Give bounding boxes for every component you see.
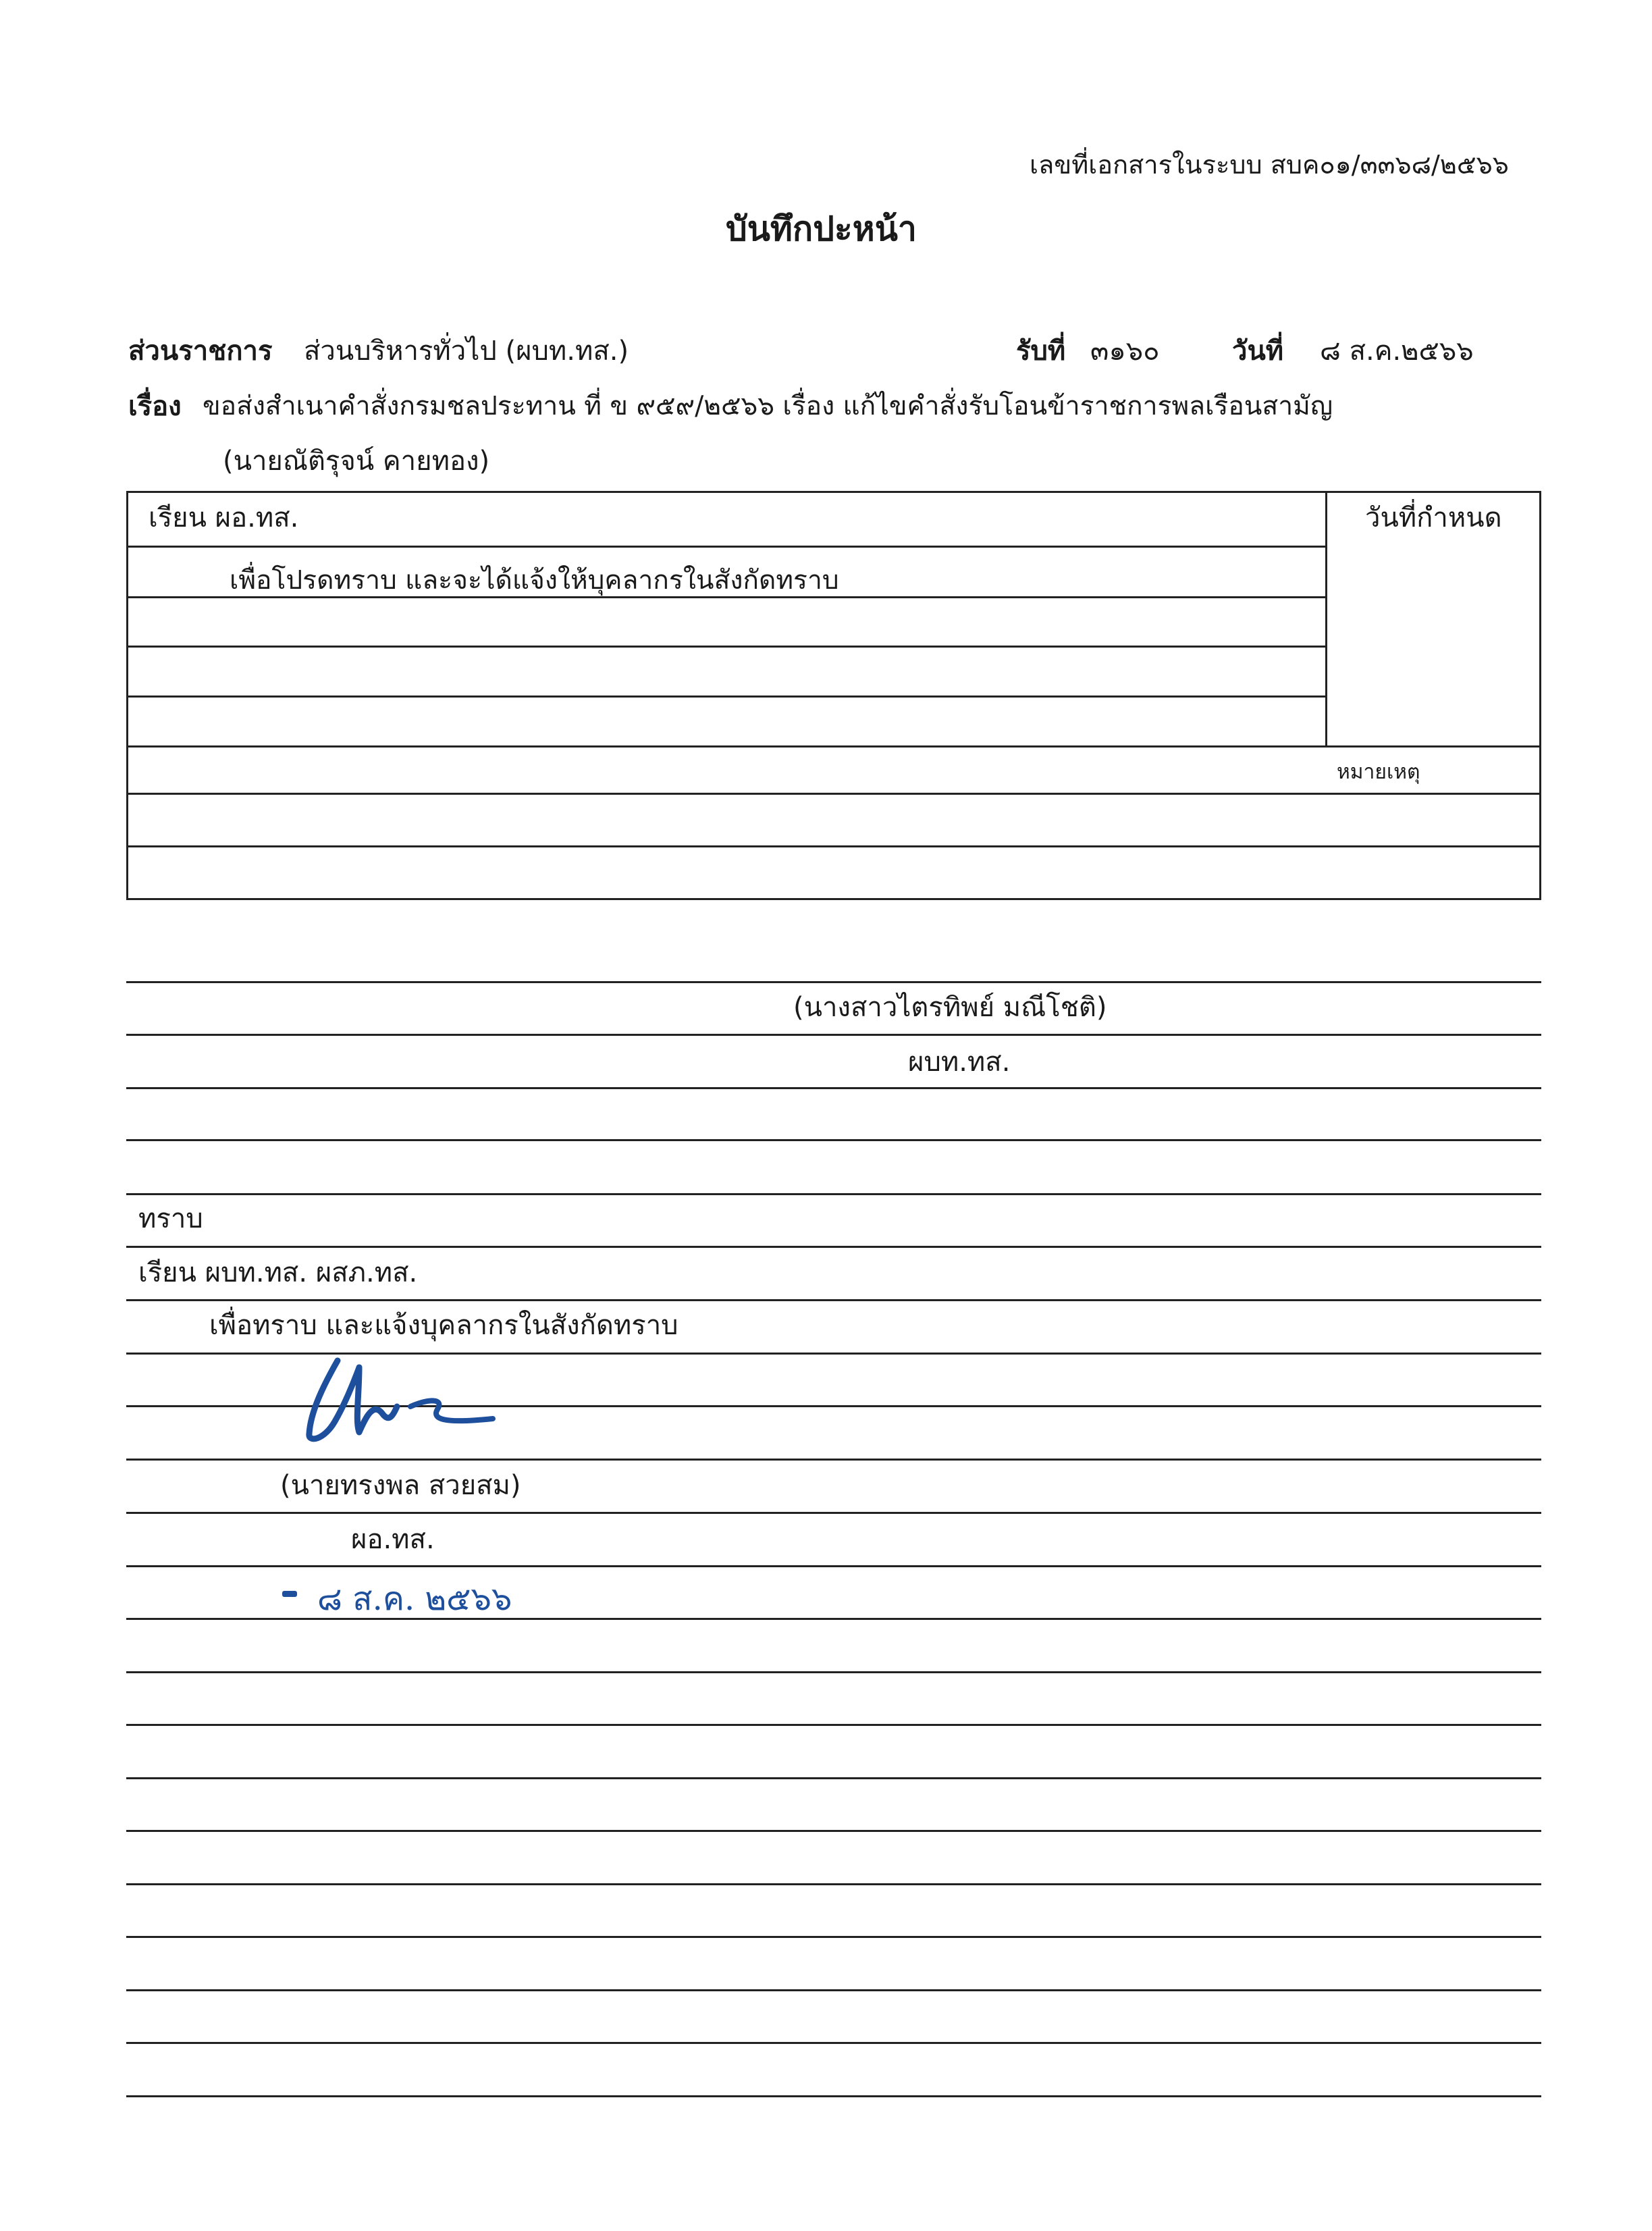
reply-message: เพื่อทราบ และแจ้งบุคลากรในสังกัดทราบ: [209, 1310, 678, 1341]
subject-label: เรื่อง: [128, 391, 182, 422]
signer1-name: (นางสาวไตรทิพย์ มณีโชติ): [793, 992, 1107, 1023]
date-value: ๘ ส.ค.๒๕๖๖: [1320, 336, 1474, 367]
page-title: บันทึกปะหน้า: [726, 209, 917, 248]
division-value: ส่วนบริหารทั่วไป (ผบท.ทส.): [304, 336, 629, 367]
document-number: เลขที่เอกสารในระบบ สบค๐๑/๓๓๖๘/๒๕๖๖: [1030, 150, 1509, 180]
reply-salutation: เรียน ผบท.ทส. ผสภ.ทส.: [138, 1257, 418, 1288]
receive-number: ๓๑๖๐: [1090, 336, 1160, 367]
reply-signer-position: ผอ.ทส.: [351, 1524, 435, 1555]
date-label: วันที่: [1232, 336, 1284, 367]
reply-signer-name: (นายทรงพล สวยสม): [280, 1470, 521, 1501]
due-date-label: วันที่กำหนด: [1365, 502, 1502, 533]
handwritten-date: ๘ ส.ค. ๒๕๖๖: [317, 1580, 512, 1618]
division-label: ส่วนราชการ: [128, 336, 273, 367]
subject-value: ขอส่งสำเนาคำสั่งกรมชลประทาน ที่ ข ๙๕๙/๒๕๖๖ เรื่อง แก้ไขคำสั่งรับโอนข้าราชการพลเรือนสามัญ: [203, 391, 1333, 421]
receive-label: รับที่: [1016, 336, 1066, 367]
table-line-1: เพื่อโปรดทราบ และจะได้แจ้งให้บุคลากรในสังกัดทราบ: [230, 565, 839, 596]
ack-text: ทราบ: [138, 1203, 203, 1234]
signer1-position: ผบท.ทส.: [908, 1047, 1011, 1078]
table-salutation: เรียน ผอ.ทส.: [149, 502, 299, 533]
signature-image: [297, 1354, 513, 1448]
remark-label: หมายเหตุ: [1337, 760, 1420, 784]
subject-person: (นายณัติรุจน์ คายทอง): [223, 446, 490, 477]
dash-mark: [282, 1591, 297, 1597]
